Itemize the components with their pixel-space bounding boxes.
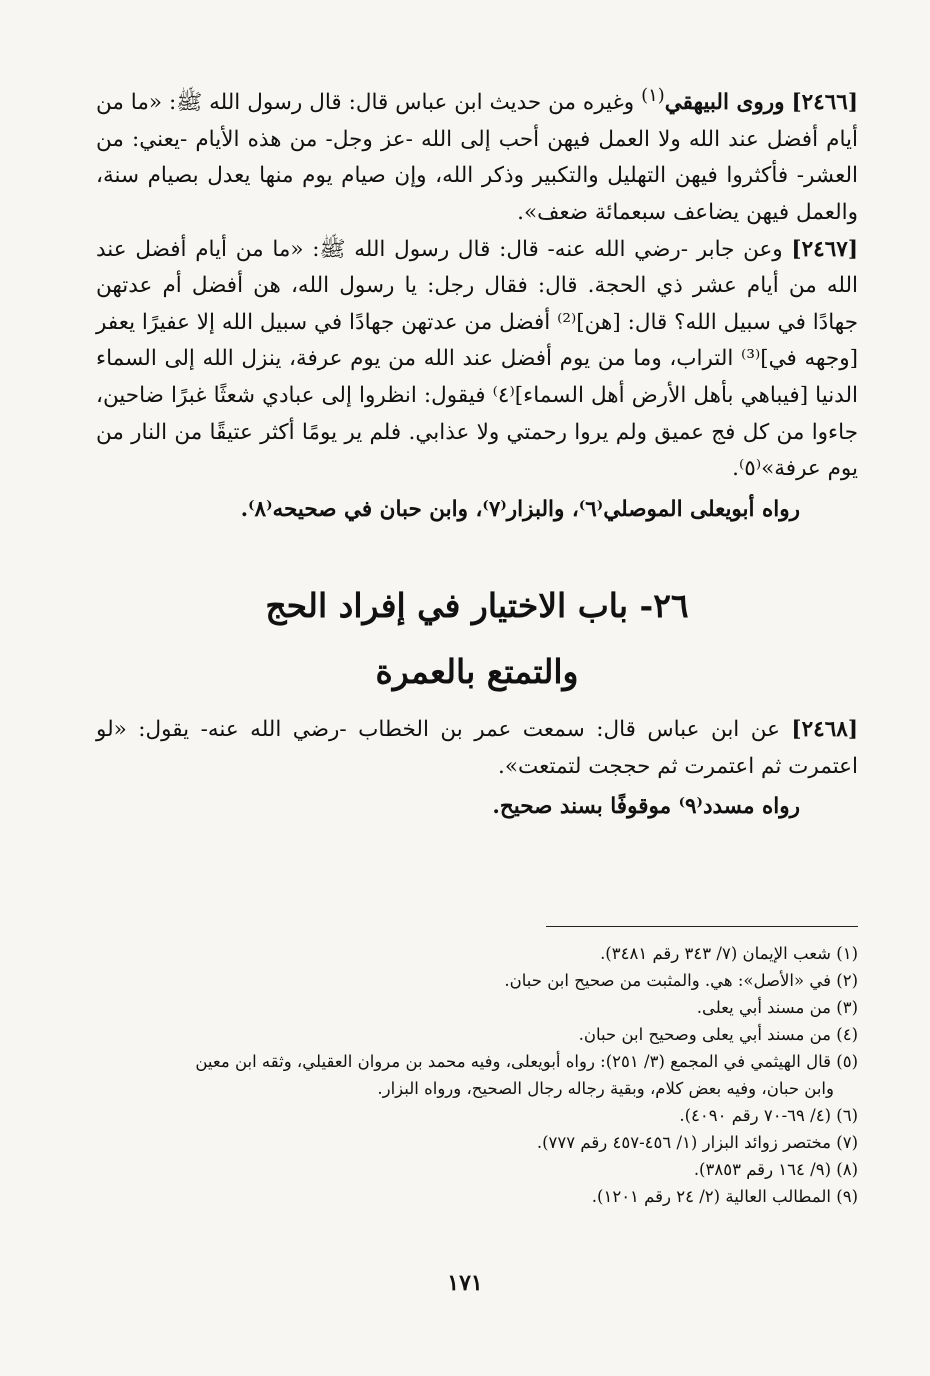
page-number: ١٧١ xyxy=(447,1270,483,1296)
footnote: (٦) (٤/ ٦٩-٧٠ رقم ٤٠٩٠). xyxy=(679,1106,858,1125)
hadith-entry xyxy=(96,232,858,488)
footnotes xyxy=(96,940,858,1210)
footnote-continuation: وابن حبان، وفيه بعض كلام، وبقية رجاله رجال الصحيح، ورواه البزار. xyxy=(377,1079,834,1098)
hadith-number: [٢٤٦٨] xyxy=(791,717,858,743)
hadith-entry xyxy=(96,78,858,232)
chapter-subtitle: والتمتع بالعمرة xyxy=(375,652,579,692)
footnote: (٨) (٩/ ١٦٤ رقم ٣٨٥٣). xyxy=(693,1160,858,1179)
hadith-number: [٢٤٦٦] xyxy=(791,90,859,116)
footnote-separator xyxy=(546,926,858,927)
hadith-number: [٢٤٦٧] xyxy=(791,236,858,262)
footnote: (٧) مختصر زوائد البزار (١/ ٤٥٦-٤٥٧ رقم ٧٧٧). xyxy=(536,1133,858,1152)
chapter-title: ٢٦- باب الاختيار في إفراد الحج xyxy=(265,586,689,626)
source-attribution: رواه مسدد⁽٩⁾ موقوفًا بسند صحيح. xyxy=(492,794,800,820)
footnote: (٢) في «الأصل»: هي. والمثبت من صحيح ابن حبان. xyxy=(504,971,858,990)
hadith-text: وغيره من حديث ابن عباس قال: قال رسول الله ﷺ: «ما من أيام أفضل عند الله ولا العمل فيهن أحب إلى الله -عز وجل- من هذه الأيام -يعني: من العشر- فأكثروا فيهن التهليل والتكبير وذكر الله، وإن صيام يوم منها يعدل بصيام سنة، والعمل فيهن يضاعف سبعمائة ضعف». xyxy=(96,90,858,225)
main-text xyxy=(96,78,858,826)
hadith-text: وعن جابر -رضي الله عنه- قال: قال رسول الله ﷺ: «ما من أيام أفضل عند الله من أيام عشر ذي الحجة. قال: فقال رجل: يا رسول الله، هن أفضل أم عدتهن جهادًا في سبيل الله؟ قال: [هن]⁽²⁾ أفضل من عدتهن جهادًا في سبيل الله إلا عفيرًا يعفر [وجهه في]⁽³⁾ التراب، وما من يوم أفضل عند الله من يوم عرفة، ينزل الله إلى السماء الدنيا [فيباهي بأهل الأرض أهل السماء]⁽٤⁾ فيقول: انظروا إلى عبادي شعثًا غبرًا ضاحين، جاءوا من كل فج عميق ولم يروا رحمتي ولا عذابي. فلم ير يومًا أكثر عتيقًا من النار من يوم عرفة»⁽٥⁾. xyxy=(96,236,859,482)
hadith-text: عن ابن عباس قال: سمعت عمر بن الخطاب -رضي الله عنه- يقول: «لو اعتمرت ثم اعتمرت ثم حججت لتمتعت». xyxy=(96,717,858,779)
hadith-entry xyxy=(96,712,858,785)
footnote: (٩) المطالب العالية (٢/ ٢٤ رقم ١٢٠١). xyxy=(591,1187,858,1206)
footnote: (٤) من مسند أبي يعلى وصحيح ابن حبان. xyxy=(578,1025,858,1044)
footnote: (١) شعب الإيمان (٧/ ٣٤٣ رقم ٣٤٨١). xyxy=(600,944,858,963)
source-attribution: رواه أبويعلى الموصلي⁽٦⁾، والبزار⁽٧⁾، وابن حبان في صحيحه⁽٨⁾. xyxy=(240,496,800,522)
hadith-lead: وروى البيهقي xyxy=(664,90,785,116)
footnote: (٣) من مسند أبي يعلى. xyxy=(696,998,858,1017)
footnote-ref: (١) xyxy=(641,85,665,106)
footnote: (٥) قال الهيثمي في المجمع (٣/ ٢٥١): رواه أبويعلى، وفيه محمد بن مروان العقيلي، وثقه ابن معين xyxy=(195,1052,858,1071)
